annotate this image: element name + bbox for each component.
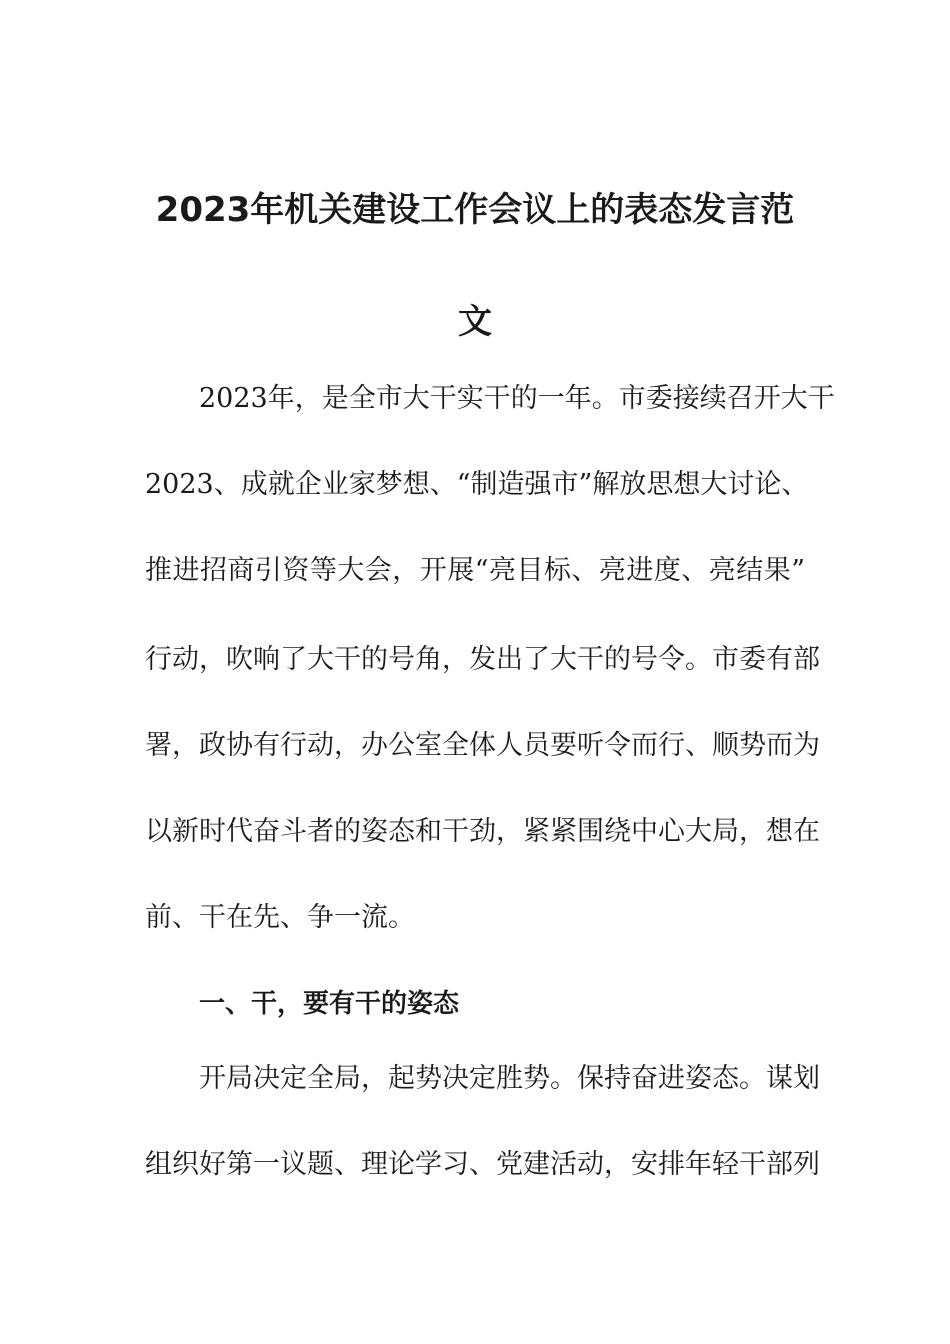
paragraph-1-line: 前、干在先、争一流。 (145, 902, 415, 933)
paragraph-1-line: 以新时代奋斗者的姿态和干劲，紧紧围绕中心大局，想在 (145, 816, 820, 847)
paragraph-1-line: 2023年，是全市大干实干的一年。市委接续召开大干 (199, 383, 835, 414)
document-title-line-2: 文 (458, 302, 492, 342)
document-title-line-1: 2023年机关建设工作会议上的表态发言范 (155, 190, 795, 230)
paragraph-1-line: 2023、成就企业家梦想、“制造强市”解放思想大讨论、 (145, 469, 809, 500)
paragraph-1-line: 行动，吹响了大干的号角，发出了大干的号令。市委有部 (145, 644, 820, 675)
paragraph-1-line: 推进招商引资等大会，开展“亮目标、亮进度、亮结果” (145, 555, 805, 586)
paragraph-2-line: 开局决定全局，起势决定胜势。保持奋进姿态。谋划 (199, 1063, 820, 1094)
paragraph-1-line: 署，政协有行动，办公室全体人员要听令而行、顺势而为 (145, 730, 820, 761)
section-heading: 一、干，要有干的姿态 (199, 989, 460, 1019)
paragraph-2-line: 组织好第一议题、理论学习、党建活动，安排年轻干部列 (145, 1149, 820, 1180)
